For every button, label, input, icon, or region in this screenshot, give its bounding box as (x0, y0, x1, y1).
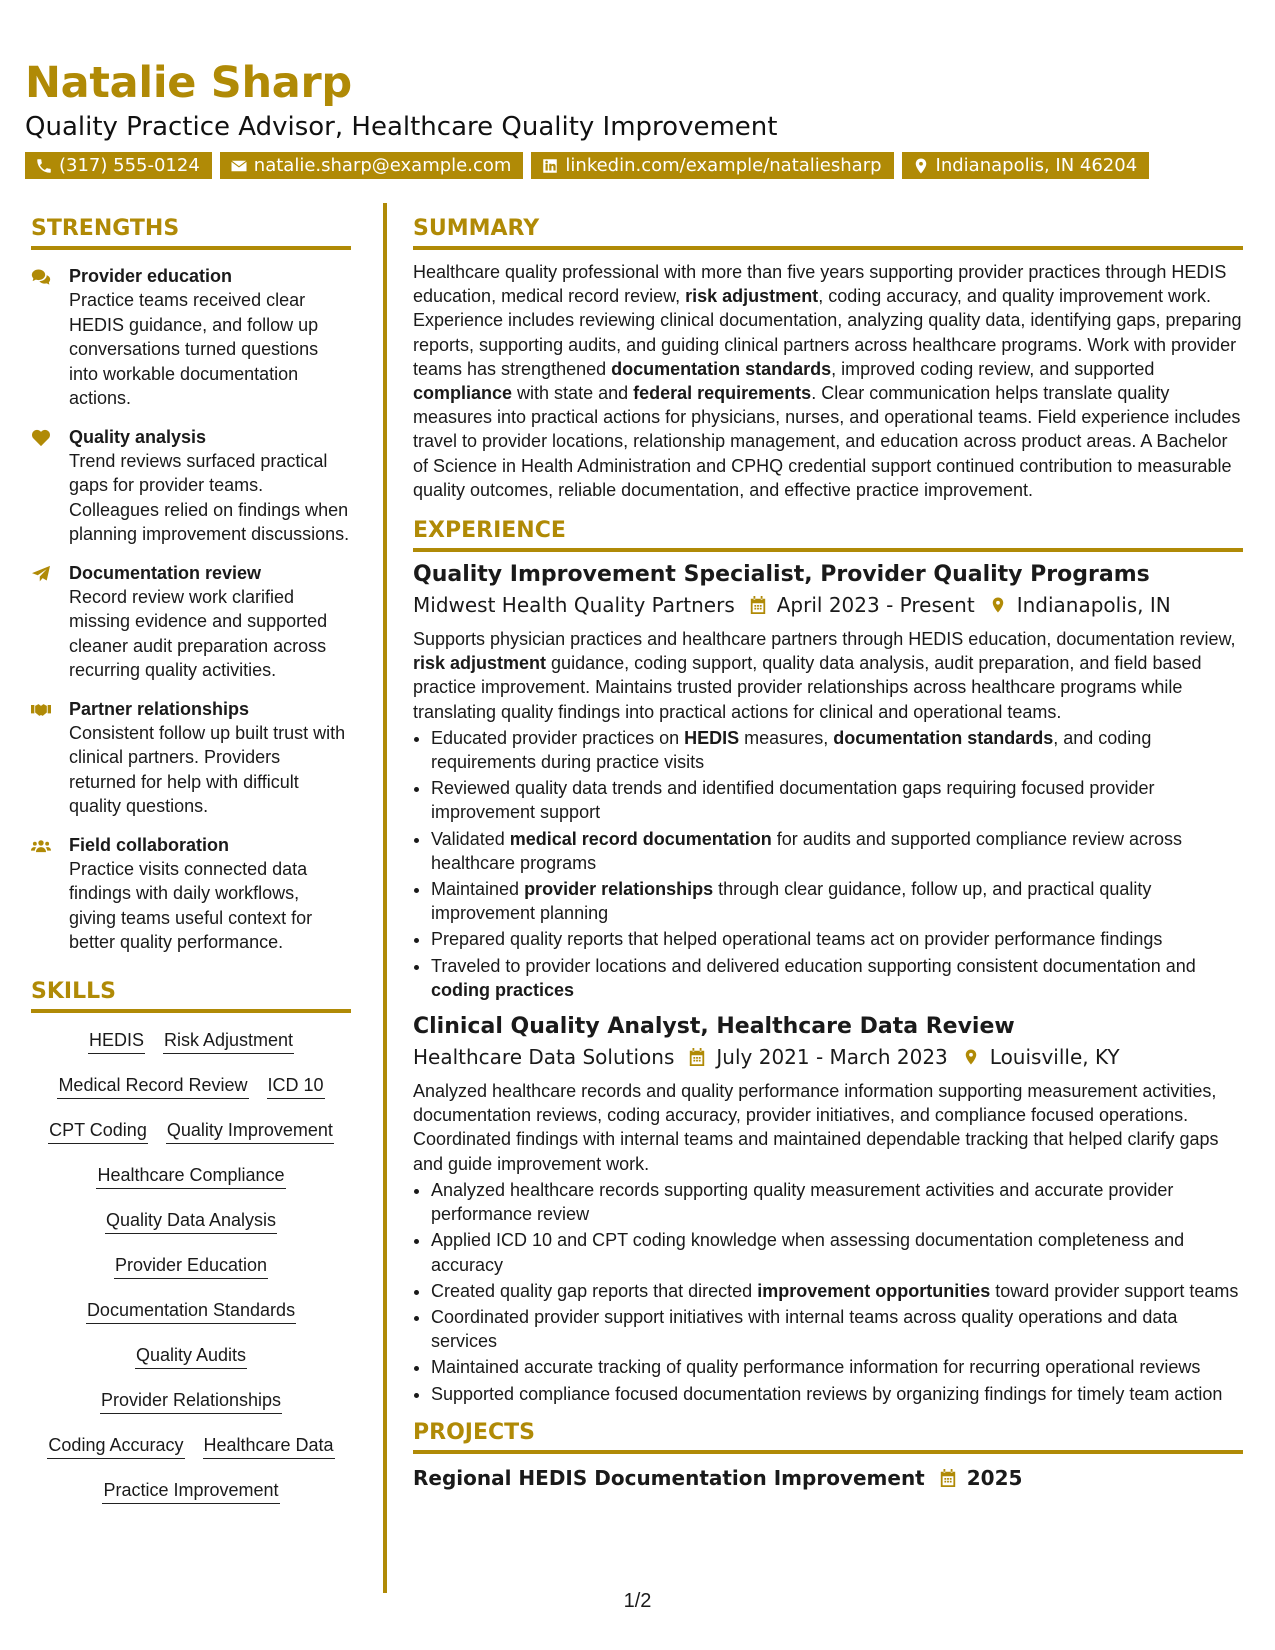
list-item: • Coordinated provider support initiatives with internal teams across quality operations and data services (431, 1305, 1243, 1353)
strength-item (31, 833, 351, 955)
strength-title: Field collaboration (69, 834, 230, 855)
job-meta (413, 593, 1243, 617)
job-bullets (413, 1178, 1243, 1406)
job-title: Clinical Quality Analyst, Healthcare Data Review (413, 1014, 1015, 1040)
list-item: • Applied ICD 10 and CPT coding knowledge when assessing documentation completeness and accuracy (431, 1228, 1243, 1276)
job-title: Quality Improvement Specialist, Provider Quality Programs (413, 562, 1150, 588)
envelope-icon (230, 157, 248, 175)
location-text: Indianapolis, IN 46204 (935, 155, 1138, 176)
job-dates: April 2023 - Present (776, 593, 975, 618)
linkedin-icon (541, 157, 559, 175)
left-column (31, 216, 351, 1522)
list-item: • Traveled to provider locations and delivered education supporting consistent documentation and coding practices (431, 954, 1243, 1002)
handshake-icon (31, 701, 51, 719)
strength-item (31, 561, 351, 683)
candidate-subtitle: Quality Practice Advisor, Healthcare Quality Improvement (25, 112, 778, 142)
job-location: Indianapolis, IN (1016, 593, 1171, 618)
calendar-icon (939, 1468, 957, 1488)
strength-item (31, 264, 351, 411)
strength-text: Record review work clarified missing evidence and supported cleaner audit preparation across recurring quality activities. (69, 586, 328, 680)
skill-tag: HEDIS (88, 1027, 145, 1054)
skill-tag: Risk Adjustment (163, 1027, 294, 1054)
strength-text: Practice visits connected data findings with daily workflows, giving teams useful context for better quality performance. (69, 858, 313, 952)
strength-item (31, 697, 351, 819)
job-bullets (413, 726, 1243, 1002)
strength-item (31, 425, 351, 547)
job-company: Healthcare Data Solutions (413, 1045, 675, 1070)
project-year: 2025 (966, 1465, 1023, 1490)
skill-tag: Quality Data Analysis (105, 1207, 277, 1234)
list-item: • Created quality gap reports that directed improvement opportunities toward provider support teams (431, 1279, 1243, 1303)
map-pin-icon (962, 1047, 980, 1067)
calendar-icon (749, 595, 767, 615)
list-item: • Educated provider practices on HEDIS measures, documentation standards, and coding requirements during practice visits (431, 726, 1243, 774)
skill-tag: Coding Accuracy (47, 1432, 184, 1459)
phone-icon (35, 157, 53, 175)
skill-tag: Provider Relationships (100, 1387, 282, 1414)
users-icon (31, 837, 51, 855)
phone-text: (317) 555-0124 (59, 155, 200, 176)
skills-heading: SKILLS (31, 979, 351, 1013)
contact-linkedin[interactable] (531, 152, 893, 179)
skill-tag: Practice Improvement (102, 1477, 279, 1504)
contact-phone[interactable] (25, 152, 212, 179)
job-dates: July 2021 - March 2023 (716, 1045, 948, 1070)
strength-text: Practice teams received clear HEDIS guidance, and follow up conversations turned questions into workable documentation actions. (69, 290, 319, 408)
heart-icon (31, 429, 51, 447)
map-pin-icon (912, 157, 930, 175)
page-number: 1/2 (623, 1590, 652, 1612)
skill-tag: Healthcare Data (203, 1432, 335, 1459)
strength-title: Partner relationships (69, 698, 250, 719)
strengths-heading: STRENGTHS (31, 216, 351, 250)
map-pin-icon (989, 595, 1007, 615)
skill-tag: Quality Improvement (166, 1117, 334, 1144)
skill-tag: CPT Coding (48, 1117, 148, 1144)
skill-tag: Documentation Standards (86, 1297, 296, 1324)
job-company: Midwest Health Quality Partners (413, 593, 735, 618)
skills-list (31, 1027, 351, 1522)
list-item: • Supported compliance focused documentation reviews by organizing findings for timely team action (431, 1382, 1243, 1406)
comments-icon (31, 268, 51, 286)
job-description: Supports physician practices and healthcare partners through HEDIS education, documentation review, risk adjustment guidance, coding support, quality data analysis, audit preparation, and field based practice improvement. Maintains trusted provider relationships across healthcare programs while translating quality findings into practical actions for clinical and operational teams. (413, 629, 1236, 722)
paper-plane-icon (31, 565, 51, 583)
list-item: • Reviewed quality data trends and identified documentation gaps requiring focused provider improvement support (431, 776, 1243, 824)
experience-heading: EXPERIENCE (413, 518, 1243, 552)
linkedin-text: linkedin.com/example/nataliesharp (565, 155, 882, 176)
strength-title: Quality analysis (69, 426, 207, 447)
candidate-name: Natalie Sharp (25, 58, 352, 108)
job-description: Analyzed healthcare records and quality performance information supporting measurement activities, documentation reviews, coding accuracy, provider initiatives, and compliance focused operations. Coordinated findings with internal teams and maintained dependable tracking that helped clarify gaps and guide improvement work. (413, 1081, 1219, 1174)
skill-tag: Healthcare Compliance (96, 1162, 285, 1189)
contact-bar (25, 152, 1149, 179)
strength-title: Provider education (69, 266, 233, 286)
list-item: • Validated medical record documentation for audits and supported compliance review across healthcare programs (431, 827, 1243, 875)
column-divider (383, 203, 387, 1593)
skill-tag: Provider Education (114, 1252, 268, 1279)
projects-heading: PROJECTS (413, 1420, 1243, 1454)
job-meta (413, 1045, 1243, 1069)
contact-location (902, 152, 1150, 179)
contact-email[interactable] (220, 152, 524, 179)
list-item: • Analyzed healthcare records supporting quality measurement activities and accurate provider performance review (431, 1178, 1243, 1226)
strength-title: Documentation review (69, 562, 262, 583)
summary-heading: SUMMARY (413, 216, 1243, 250)
list-item: • Maintained accurate tracking of quality performance information for recurring operational reviews (431, 1355, 1243, 1379)
skill-tag: Quality Audits (135, 1342, 247, 1369)
strength-text: Trend reviews surfaced practical gaps for provider teams. Colleagues relied on findings when planning improvement discussions. (69, 450, 350, 544)
email-text: natalie.sharp@example.com (253, 155, 512, 176)
calendar-icon (688, 1047, 706, 1067)
job-location: Louisville, KY (989, 1045, 1120, 1070)
skill-tag: ICD 10 (267, 1072, 325, 1099)
right-column (413, 216, 1243, 1490)
list-item: • Prepared quality reports that helped operational teams act on provider performance findings (431, 927, 1243, 951)
summary-text: Healthcare quality professional with more than five years supporting provider practices through HEDIS education, medical record review, risk adjustment, coding accuracy, and quality improvement work. Experience includes reviewing clinical documentation, analyzing quality data, identifying gaps, preparing reports, supporting audits, and guiding clinical partners across healthcare programs. Work with provider teams has strengthened documentation standards, improved coding review, and supported compliance with state and federal requirements. Clear communication helps translate quality measures into practical actions for physicians, nurses, and operational teams. Field experience includes travel to provider locations, relationship management, and education across product areas. A Bachelor of Science in Health Administration and CPHQ credential support continued contribution to measurable quality outcomes, reliable documentation, and effective practice improvement. (413, 262, 1242, 500)
skill-tag: Medical Record Review (57, 1072, 248, 1099)
strength-text: Consistent follow up built trust with clinical partners. Providers returned for help with difficult quality questions. (69, 722, 346, 816)
list-item: • Maintained provider relationships through clear guidance, follow up, and practical quality improvement planning (431, 877, 1243, 925)
project-item (413, 1466, 1243, 1490)
project-name: Regional HEDIS Documentation Improvement (413, 1465, 925, 1490)
